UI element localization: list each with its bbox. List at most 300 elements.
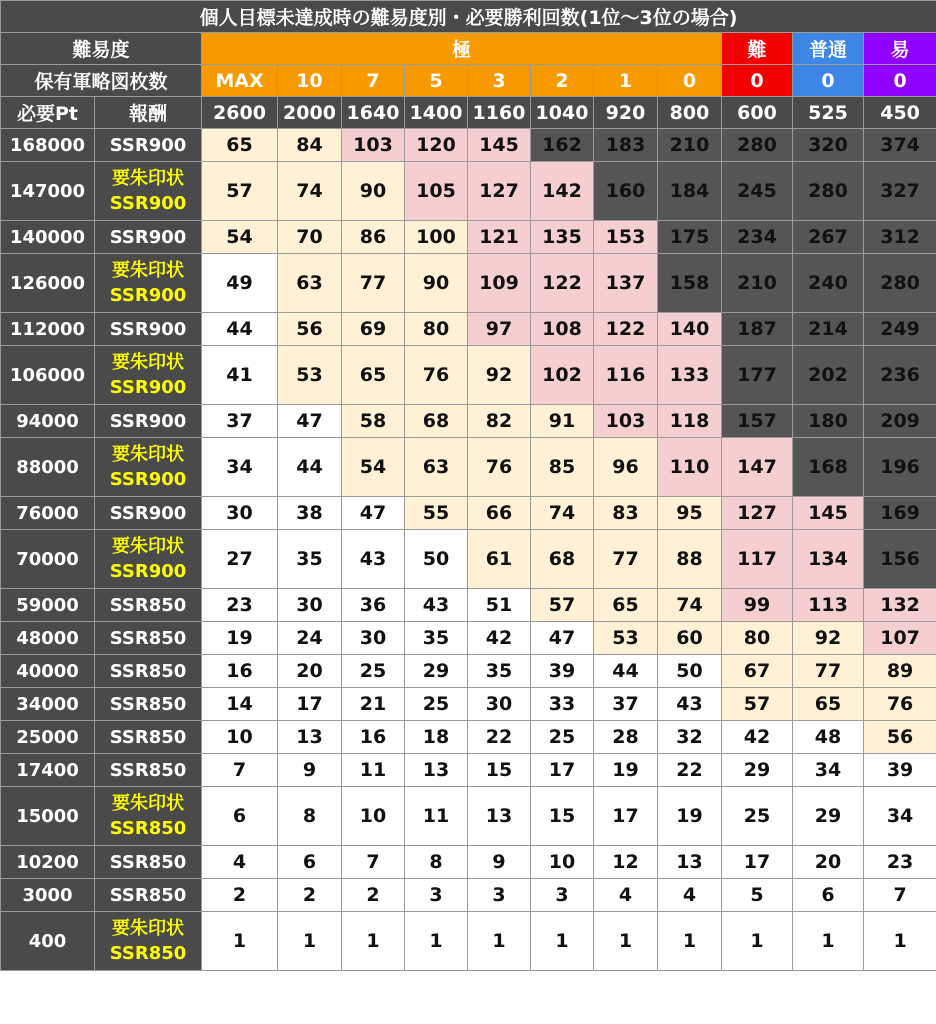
reward-cell: [95, 754, 202, 787]
wins-cell: 180: [793, 405, 864, 438]
table-row: [1, 221, 936, 254]
reward-line: SSR850: [109, 943, 187, 964]
wins-cell: 113: [793, 589, 864, 622]
required-pt-cell: 10200: [1, 846, 95, 879]
wins-cell: 18: [405, 721, 468, 754]
wins-cell: 8: [278, 787, 342, 846]
required-pt-cell: 88000: [1, 438, 95, 497]
wins-cell: 25: [722, 787, 793, 846]
wins-cell: 16: [202, 655, 278, 688]
wins-cell: 117: [722, 530, 793, 589]
wins-cell: 23: [864, 846, 936, 879]
wins-cell: 43: [658, 688, 722, 721]
wins-cell: 17: [278, 688, 342, 721]
wins-cell: 142: [531, 162, 594, 221]
wins-cell: 4: [202, 846, 278, 879]
wins-cell: 21: [342, 688, 405, 721]
wins-cell: 85: [531, 438, 594, 497]
wins-cell: 169: [864, 497, 936, 530]
reward-line: SSR850: [109, 693, 187, 715]
wins-cell: 47: [278, 405, 342, 438]
reward-line: 要朱印状: [112, 918, 184, 939]
points-per-win-cell: 800: [658, 97, 722, 129]
wins-cell: 51: [468, 589, 531, 622]
wins-cell: 57: [202, 162, 278, 221]
wins-cell: 156: [864, 530, 936, 589]
table-title: 個人目標未達成時の難易度別・必要勝利回数(1位〜3位の場合): [1, 1, 936, 33]
wins-cell: 7: [342, 846, 405, 879]
reward-cell: [95, 879, 202, 912]
wins-cell: 90: [405, 254, 468, 313]
required-pt-cell: 140000: [1, 221, 95, 254]
wins-cell: 65: [202, 129, 278, 162]
wins-cell: 29: [722, 754, 793, 787]
reward-cell: [95, 846, 202, 879]
wins-cell: 37: [594, 688, 658, 721]
wins-cell: 30: [202, 497, 278, 530]
wins-cell: 15: [468, 754, 531, 787]
reward-line: 要朱印状: [112, 444, 184, 465]
wins-cell: 280: [722, 129, 793, 162]
wins-cell: 8: [405, 846, 468, 879]
wins-cell: 76: [864, 688, 936, 721]
wins-cell: 177: [722, 346, 793, 405]
wins-cell: 44: [594, 655, 658, 688]
wins-cell: 65: [793, 688, 864, 721]
reward-cell: [95, 787, 202, 846]
wins-cell: 69: [342, 313, 405, 346]
wins-cell: 39: [864, 754, 936, 787]
wins-cell: 157: [722, 405, 793, 438]
points-per-win-cell: 2000: [278, 97, 342, 129]
map-count-cell: 2: [531, 65, 594, 97]
map-count-cell: 10: [278, 65, 342, 97]
wins-cell: 158: [658, 254, 722, 313]
table-row: [1, 313, 936, 346]
wins-cell: 10: [202, 721, 278, 754]
wins-cell: 95: [658, 497, 722, 530]
wins-cell: 35: [468, 655, 531, 688]
wins-cell: 42: [722, 721, 793, 754]
reward-line: 要朱印状: [112, 168, 184, 189]
table-row: [1, 438, 936, 497]
wins-cell: 3: [405, 879, 468, 912]
wins-cell: 6: [202, 787, 278, 846]
reward-line: 要朱印状: [112, 536, 184, 557]
required-pt-cell: 17400: [1, 754, 95, 787]
wins-cell: 27: [202, 530, 278, 589]
reward-line: SSR900: [109, 502, 187, 524]
wins-cell: 2: [278, 879, 342, 912]
wins-cell: 137: [594, 254, 658, 313]
required-pt-cell: 76000: [1, 497, 95, 530]
wins-cell: 15: [531, 787, 594, 846]
wins-cell: 17: [531, 754, 594, 787]
reward-cell: [95, 497, 202, 530]
wins-cell: 54: [202, 221, 278, 254]
points-per-win-cell: 600: [722, 97, 793, 129]
wins-cell: 48: [793, 721, 864, 754]
wins-cell: 58: [342, 405, 405, 438]
wins-cell: 133: [658, 346, 722, 405]
wins-cell: 320: [793, 129, 864, 162]
wins-cell: 1: [658, 912, 722, 971]
difficulty-muzukashii: 難: [722, 33, 793, 65]
wins-cell: 25: [405, 688, 468, 721]
reward-cell: [95, 721, 202, 754]
reward-cell: [95, 313, 202, 346]
wins-cell: 5: [722, 879, 793, 912]
wins-cell: 7: [202, 754, 278, 787]
table-row: [1, 754, 936, 787]
wins-cell: 132: [864, 589, 936, 622]
wins-cell: 68: [531, 530, 594, 589]
wins-cell: 57: [531, 589, 594, 622]
map-count-cell: 0: [793, 65, 864, 97]
wins-cell: 50: [658, 655, 722, 688]
wins-cell: 1: [342, 912, 405, 971]
table-row: [1, 787, 936, 846]
reward-cell: [95, 912, 202, 971]
required-pt-cell: 40000: [1, 655, 95, 688]
points-per-win-cell: 2600: [202, 97, 278, 129]
reward-line: SSR850: [109, 884, 187, 906]
reward-cell: [95, 530, 202, 589]
reward-cell: [95, 688, 202, 721]
wins-cell: 63: [278, 254, 342, 313]
wins-cell: 74: [278, 162, 342, 221]
wins-cell: 19: [658, 787, 722, 846]
reward-label: 報酬: [95, 97, 202, 129]
wins-cell: 56: [864, 721, 936, 754]
map-count-cell: 3: [468, 65, 531, 97]
wins-cell: 63: [405, 438, 468, 497]
wins-cell: 327: [864, 162, 936, 221]
wins-cell: 127: [468, 162, 531, 221]
reward-cell: [95, 655, 202, 688]
reward-line: SSR900: [109, 410, 187, 432]
wins-cell: 13: [405, 754, 468, 787]
wins-cell: 175: [658, 221, 722, 254]
wins-cell: 105: [405, 162, 468, 221]
reward-cell: [95, 438, 202, 497]
wins-cell: 39: [531, 655, 594, 688]
wins-cell: 10: [342, 787, 405, 846]
wins-cell: 74: [531, 497, 594, 530]
table-row: [1, 879, 936, 912]
points-per-win-cell: 1160: [468, 97, 531, 129]
table-row: [1, 346, 936, 405]
wins-cell: 54: [342, 438, 405, 497]
table-row: [1, 405, 936, 438]
reward-line: SSR850: [109, 594, 187, 616]
wins-cell: 121: [468, 221, 531, 254]
table-row: [1, 497, 936, 530]
table-row: [1, 912, 936, 971]
maps-label: 保有軍略図枚数: [1, 65, 202, 97]
reward-line: SSR900: [109, 134, 187, 156]
wins-cell: 88: [658, 530, 722, 589]
wins-cell: 4: [594, 879, 658, 912]
reward-line: SSR900: [109, 318, 187, 340]
reward-cell: [95, 254, 202, 313]
wins-cell: 312: [864, 221, 936, 254]
wins-cell: 47: [342, 497, 405, 530]
wins-cell: 236: [864, 346, 936, 405]
reward-line: SSR850: [109, 851, 187, 873]
reward-line: SSR850: [109, 627, 187, 649]
difficulty-label: 難易度: [1, 33, 202, 65]
map-count-cell: 0: [864, 65, 936, 97]
wins-cell: 135: [531, 221, 594, 254]
reward-line: SSR900: [109, 193, 187, 214]
reward-cell: [95, 589, 202, 622]
wins-cell: 34: [202, 438, 278, 497]
wins-cell: 66: [468, 497, 531, 530]
wins-cell: 32: [658, 721, 722, 754]
required-pt-cell: 106000: [1, 346, 95, 405]
wins-cell: 9: [468, 846, 531, 879]
required-pt-cell: 70000: [1, 530, 95, 589]
wins-cell: 280: [864, 254, 936, 313]
wins-cell: 162: [531, 129, 594, 162]
wins-cell: 210: [658, 129, 722, 162]
wins-cell: 209: [864, 405, 936, 438]
wins-cell: 34: [864, 787, 936, 846]
wins-cell: 127: [722, 497, 793, 530]
wins-cell: 1: [864, 912, 936, 971]
wins-cell: 145: [793, 497, 864, 530]
table-row: [1, 162, 936, 221]
wins-cell: 122: [531, 254, 594, 313]
wins-cell: 202: [793, 346, 864, 405]
wins-cell: 67: [722, 655, 793, 688]
wins-cell: 25: [342, 655, 405, 688]
wins-cell: 7: [864, 879, 936, 912]
table-row: [1, 254, 936, 313]
table-row: [1, 688, 936, 721]
wins-cell: 77: [594, 530, 658, 589]
wins-cell: 23: [202, 589, 278, 622]
wins-cell: 29: [793, 787, 864, 846]
wins-cell: 100: [405, 221, 468, 254]
wins-cell: 55: [405, 497, 468, 530]
wins-cell: 43: [342, 530, 405, 589]
wins-cell: 14: [202, 688, 278, 721]
wins-cell: 77: [793, 655, 864, 688]
wins-cell: 122: [594, 313, 658, 346]
reward-cell: [95, 405, 202, 438]
wins-cell: 84: [278, 129, 342, 162]
wins-cell: 267: [793, 221, 864, 254]
wins-cell: 47: [531, 622, 594, 655]
wins-cell: 30: [342, 622, 405, 655]
wins-cell: 65: [594, 589, 658, 622]
wins-cell: 147: [722, 438, 793, 497]
table-row: [1, 129, 936, 162]
wins-cell: 17: [594, 787, 658, 846]
wins-cell: 160: [594, 162, 658, 221]
wins-cell: 4: [658, 879, 722, 912]
wins-cell: 53: [278, 346, 342, 405]
map-count-cell: 0: [658, 65, 722, 97]
required-pt-cell: 48000: [1, 622, 95, 655]
wins-cell: 92: [793, 622, 864, 655]
table-row: [1, 589, 936, 622]
wins-cell: 83: [594, 497, 658, 530]
difficulty-yasashii: 易: [864, 33, 936, 65]
wins-cell: 38: [278, 497, 342, 530]
wins-cell: 99: [722, 589, 793, 622]
map-count-cell: 7: [342, 65, 405, 97]
wins-cell: 2: [342, 879, 405, 912]
wins-cell: 245: [722, 162, 793, 221]
wins-cell: 90: [342, 162, 405, 221]
required-pt-cell: 3000: [1, 879, 95, 912]
wins-cell: 1: [531, 912, 594, 971]
reward-cell: [95, 129, 202, 162]
wins-cell: 36: [342, 589, 405, 622]
wins-cell: 153: [594, 221, 658, 254]
points-per-win-cell: 450: [864, 97, 936, 129]
wins-cell: 17: [722, 846, 793, 879]
wins-cell: 183: [594, 129, 658, 162]
wins-cell: 82: [468, 405, 531, 438]
wins-cell: 11: [405, 787, 468, 846]
wins-cell: 214: [793, 313, 864, 346]
difficulty-kiwami: 極: [202, 33, 722, 65]
wins-cell: 134: [793, 530, 864, 589]
wins-cell: 53: [594, 622, 658, 655]
wins-cell: 89: [864, 655, 936, 688]
wins-cell: 1: [278, 912, 342, 971]
map-count-cell: 5: [405, 65, 468, 97]
wins-cell: 30: [468, 688, 531, 721]
wins-cell: 107: [864, 622, 936, 655]
reward-line: SSR900: [109, 377, 187, 398]
points-per-win-cell: 1040: [531, 97, 594, 129]
required-pt-cell: 25000: [1, 721, 95, 754]
wins-cell: 110: [658, 438, 722, 497]
wins-cell: 1: [468, 912, 531, 971]
points-per-win-cell: 1640: [342, 97, 405, 129]
reward-line: SSR850: [109, 660, 187, 682]
wins-cell: 374: [864, 129, 936, 162]
map-count-cell: 1: [594, 65, 658, 97]
wins-cell: 168: [793, 438, 864, 497]
wins-cell: 30: [278, 589, 342, 622]
wins-cell: 41: [202, 346, 278, 405]
reward-cell: [95, 346, 202, 405]
required-pt-cell: 94000: [1, 405, 95, 438]
wins-cell: 43: [405, 589, 468, 622]
required-pt-cell: 147000: [1, 162, 95, 221]
wins-cell: 37: [202, 405, 278, 438]
wins-cell: 96: [594, 438, 658, 497]
wins-cell: 56: [278, 313, 342, 346]
wins-cell: 74: [658, 589, 722, 622]
reward-line: SSR850: [109, 759, 187, 781]
wins-cell: 102: [531, 346, 594, 405]
required-pt-cell: 400: [1, 912, 95, 971]
reward-line: SSR900: [109, 285, 187, 306]
points-per-win-cell: 920: [594, 97, 658, 129]
wins-cell: 6: [278, 846, 342, 879]
wins-cell: 109: [468, 254, 531, 313]
wins-cell: 103: [594, 405, 658, 438]
required-pt-cell: 126000: [1, 254, 95, 313]
wins-cell: 65: [342, 346, 405, 405]
wins-cell: 57: [722, 688, 793, 721]
required-pt-cell: 34000: [1, 688, 95, 721]
required-pt-cell: 168000: [1, 129, 95, 162]
wins-cell: 9: [278, 754, 342, 787]
wins-cell: 120: [405, 129, 468, 162]
wins-cell: 76: [405, 346, 468, 405]
wins-cell: 13: [278, 721, 342, 754]
wins-cell: 24: [278, 622, 342, 655]
wins-cell: 196: [864, 438, 936, 497]
wins-cell: 44: [278, 438, 342, 497]
wins-cell: 187: [722, 313, 793, 346]
wins-cell: 280: [793, 162, 864, 221]
wins-cell: 50: [405, 530, 468, 589]
wins-cell: 19: [202, 622, 278, 655]
wins-cell: 234: [722, 221, 793, 254]
wins-cell: 11: [342, 754, 405, 787]
wins-cell: 33: [531, 688, 594, 721]
wins-cell: 3: [468, 879, 531, 912]
wins-cell: 80: [405, 313, 468, 346]
reward-line: 要朱印状: [112, 793, 184, 814]
wins-cell: 35: [405, 622, 468, 655]
required-pt-cell: 15000: [1, 787, 95, 846]
reward-cell: [95, 221, 202, 254]
table-row: [1, 655, 936, 688]
wins-cell: 1: [202, 912, 278, 971]
table-row: [1, 622, 936, 655]
table-row: [1, 530, 936, 589]
required-pt-cell: 112000: [1, 313, 95, 346]
wins-cell: 13: [468, 787, 531, 846]
map-count-cell: MAX: [202, 65, 278, 97]
wins-cell: 1: [793, 912, 864, 971]
wins-cell: 1: [405, 912, 468, 971]
wins-cell: 184: [658, 162, 722, 221]
reward-line: SSR900: [109, 226, 187, 248]
wins-cell: 25: [531, 721, 594, 754]
pt-label: 必要Pt: [1, 97, 95, 129]
reward-cell: [95, 622, 202, 655]
wins-cell: 16: [342, 721, 405, 754]
wins-cell: 103: [342, 129, 405, 162]
wins-cell: 77: [342, 254, 405, 313]
wins-cell: 210: [722, 254, 793, 313]
wins-cell: 1: [594, 912, 658, 971]
reward-line: 要朱印状: [112, 352, 184, 373]
wins-cell: 6: [793, 879, 864, 912]
reward-line: SSR850: [109, 818, 187, 839]
wins-cell: 2: [202, 879, 278, 912]
wins-cell: 140: [658, 313, 722, 346]
wins-cell: 108: [531, 313, 594, 346]
points-per-win-cell: 1400: [405, 97, 468, 129]
wins-cell: 116: [594, 346, 658, 405]
wins-cell: 12: [594, 846, 658, 879]
wins-cell: 35: [278, 530, 342, 589]
wins-cell: 91: [531, 405, 594, 438]
wins-cell: 22: [658, 754, 722, 787]
